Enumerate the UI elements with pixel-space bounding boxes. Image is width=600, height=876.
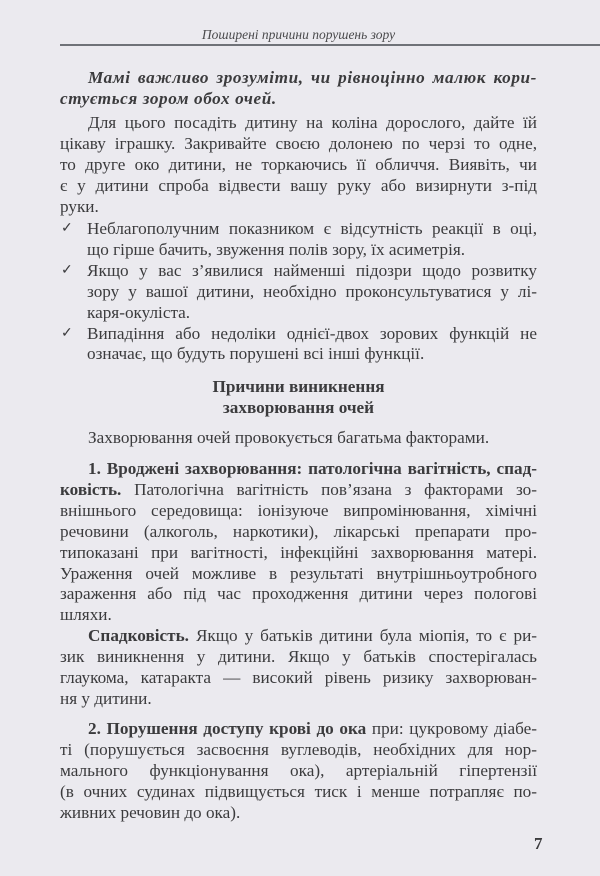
bold-run: ковість. [60,479,122,499]
text-run: при: цукровому діабе- [366,719,537,738]
running-header: Поширені причини порушень зору [201,27,396,42]
bullet-line [87,281,537,302]
text-line [60,154,537,175]
emphasis-line [60,88,537,109]
text-run: що гірше бачить, звуження полів зору, їх асиметрія. [87,239,466,259]
bold-run: 2. Порушення доступу крові до ока [88,719,367,738]
text-run: захворювання очей [222,397,375,417]
text-run: ня у дитини. [60,688,152,708]
text-run: глаукома, катаракта — високий рівень ризику захворюван- [60,667,537,687]
text-run: мального функціонування ока), артеріальній гіпертензії [60,760,537,780]
text-line [60,688,537,709]
text-run: зик виникнення у дитини. Якщо у батьків спостерігалась [60,646,537,666]
text-run: Причини виникнення [212,377,385,396]
emphasis-line [88,67,537,88]
text-run: (в очних судинах підвищується тиск і менше потрапляє по- [60,781,537,801]
text-run: Мамі важливо зрозуміти, чи рівноцінно малюк кори- [88,68,537,87]
text-line [60,646,537,667]
text-line [60,175,537,196]
bold-run: Спадковість. [88,626,189,645]
text-run: зараження або під час проходження дитини через пологові [60,584,537,604]
text-line [60,583,537,604]
text-run: внішнього середовища: іонізуюче випромінювання, хімічні [60,500,537,520]
text-line [60,542,537,563]
text-run: Якщо у вас з’явилися найменші підозри щодо розвитку [87,260,537,280]
header-rule [60,44,600,46]
section-heading [60,376,537,397]
text-line [60,500,537,521]
bullet-line [87,343,537,364]
text-line [60,479,537,500]
text-run: каря-окуліста. [87,302,191,322]
check-mark-icon: ✓ [61,221,73,236]
text-line [88,112,537,133]
text-line [60,760,537,781]
text-line [60,133,537,154]
check-mark-icon: ✓ [61,262,73,278]
text-run: Для цього посадіть дитину на коліна дорослого, дайте їй [88,113,537,132]
text-line [60,604,537,625]
text-run: є у дитини спроба відвести вашу руку або визирнути з-під [60,175,537,195]
bullet-line [87,323,537,344]
text-line [60,802,537,823]
text-line [88,427,537,448]
bullet-line [87,218,537,239]
text-run: Захворювання очей провокується багатьма факторами. [88,428,490,447]
page-number: 7 [534,834,543,853]
text-line [88,718,537,739]
text-line [88,458,537,479]
text-run: Патологічна вагітність пов’язана з факторами зо- [121,479,537,499]
text-run: живних речовин до ока). [60,802,241,822]
text-line [60,521,537,542]
text-run: Ураження очей можливе в результаті внутрішньоутробного [60,563,537,583]
text-line [88,625,537,646]
text-run: стується зором обох очей. [60,88,277,108]
text-run: шляхи. [60,605,112,625]
text-run: ті (порушується засвоєння вуглеводів, необхідних для нор- [60,739,537,759]
bullet-line [87,260,537,281]
text-run: типоказані при вагітності, інфекційні захворювання матері. [60,542,537,562]
text-run: цікаву іграшку. Закривайте своєю долонею по черзі то одне, [60,133,537,153]
text-run: то друге око дитини, не торкаючись її обличчя. Виявіть, чи [60,154,537,174]
text-run: зору у вашої дитини, необхідно проконсультуватися у лі- [87,281,537,301]
text-run: Випадіння або недоліки однієї-двох зорових функцій не [87,323,537,343]
text-line [60,781,537,802]
text-line [60,563,537,584]
bullet-line [87,239,537,260]
bullet-line [87,302,537,323]
check-mark-icon: ✓ [61,325,73,341]
text-run: речовини (алкоголь, наркотики), лікарські препарати про- [60,521,537,541]
text-run: руки. [60,196,99,216]
text-run: означає, що будуть порушені всі інші функції. [87,344,425,364]
text-line [60,196,537,217]
bold-run: 1. Вроджені захворювання: патологічна вагітність, спад- [88,459,537,478]
section-heading [60,397,537,418]
text-run: Неблагополучним показником є відсутність реакції в оці, [87,219,537,238]
text-line [60,667,537,688]
text-line [60,739,537,760]
text-run: Якщо у батьків дитини була міопія, то є ри- [188,626,537,645]
